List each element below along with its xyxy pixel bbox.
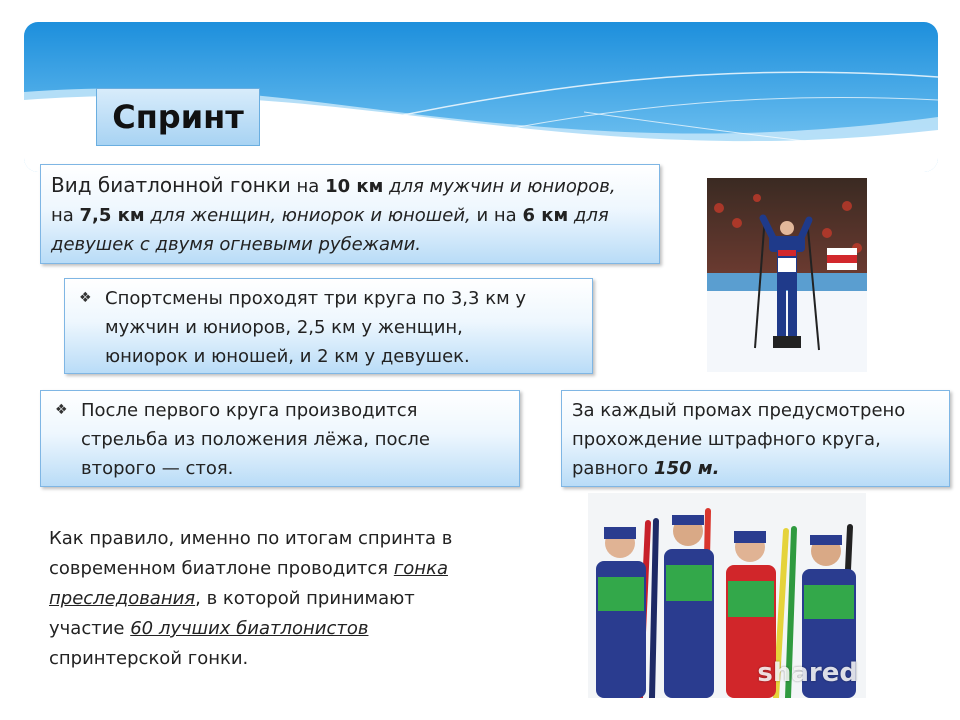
top-60-link[interactable]: 60 лучших биатлонистов [130, 618, 369, 639]
definition-text: для женщин, юниорок и юношей, [144, 205, 471, 226]
penalty-box [561, 390, 950, 487]
definition-lead: Вид биатлонной гонки [51, 173, 291, 197]
slide-title: Спринт [96, 88, 260, 146]
laps-line: юниорок и юношей, и 2 км у девушек. [105, 346, 470, 367]
distance-girls: 6 км [522, 205, 569, 226]
penalty-line: За каждый промах предусмотрено [572, 400, 906, 421]
distance-women: 7,5 км [79, 205, 145, 226]
summary-text [49, 524, 519, 674]
pursuit-link[interactable]: гонка [393, 558, 448, 579]
bullet-diamond-icon: ❖ [55, 402, 68, 418]
penalty-line: прохождение штрафного круга, [572, 429, 881, 450]
summary-line: , в которой принимают [195, 588, 415, 609]
laps-line: мужчин и юниоров, 2,5 км у женщин, [105, 317, 463, 338]
definition-text: на [51, 205, 80, 226]
definition-box [40, 164, 660, 264]
summary-line: участие [49, 618, 131, 639]
definition-text: на [290, 176, 326, 197]
summary-line: Как правило, именно по итогам спринта в [49, 528, 453, 549]
watermark-logo: shared [757, 658, 858, 688]
distance-men: 10 км [325, 176, 384, 197]
shooting-line: второго — стоя. [81, 458, 234, 479]
definition-text: и на [470, 205, 523, 226]
bullet-diamond-icon: ❖ [79, 290, 92, 306]
shooting-box [40, 390, 520, 487]
laps-line: Спортсмены проходят три круга по 3,3 км у [105, 288, 527, 309]
definition-text: для [568, 205, 609, 226]
pursuit-link[interactable]: преследования [49, 588, 196, 609]
shooting-line: После первого круга производится [81, 400, 418, 421]
penalty-distance: 150 м. [654, 458, 720, 479]
definition-text: девушек с двумя огневыми рубежами. [51, 234, 422, 255]
definition-text: для мужчин и юниоров, [383, 176, 616, 197]
penalty-line: равного [572, 458, 655, 479]
team-group-photo [588, 493, 866, 698]
biathlete-finish-photo [707, 178, 867, 372]
laps-box [64, 278, 593, 374]
summary-line: спринтерской гонки. [49, 648, 249, 669]
shooting-line: стрельба из положения лёжа, после [81, 429, 430, 450]
summary-line: современном биатлоне проводится [49, 558, 394, 579]
